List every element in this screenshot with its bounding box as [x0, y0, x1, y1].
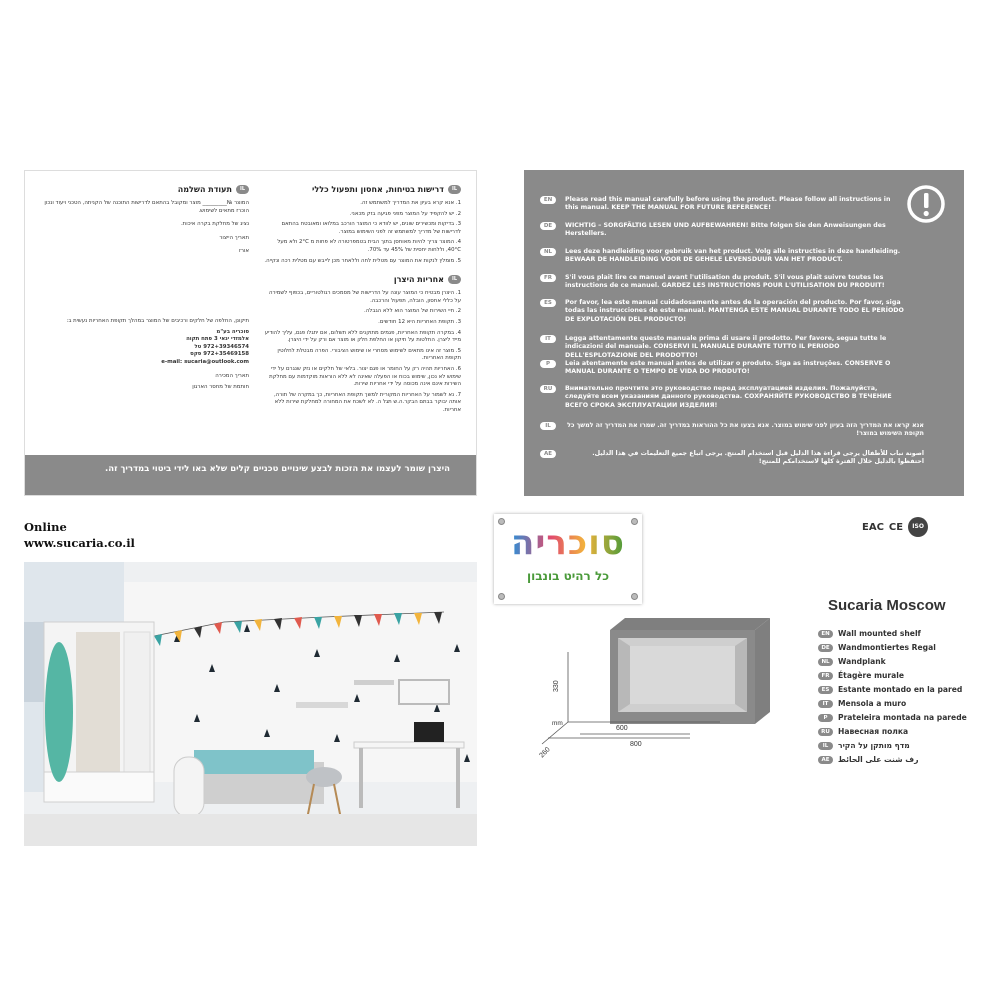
- product-name: Mensola a muro: [838, 699, 907, 708]
- product-name-row-nl: [818, 656, 886, 668]
- language-badge: RU: [540, 385, 556, 393]
- company-fax: 972+35469158 פקס: [190, 351, 249, 358]
- pin-icon: [631, 593, 638, 600]
- product-title: Sucaria Moscow: [828, 597, 946, 614]
- product-name: Estante montado en la pared: [838, 685, 963, 694]
- delivery-heading: [39, 185, 249, 194]
- exclamation-circle-icon: [906, 184, 946, 224]
- warning-text: اصونة نباب للأطفال يرجى قراءة هذا الدليل قبل استخدام المنتج. يرجى اتباع جميع التعليمات في هذا الدليل. احتفظوا بالدليل خلال الفترة كلها لاستخدامكم للمنتج!: [592, 450, 924, 466]
- language-badge: EN: [540, 196, 556, 204]
- multilingual-warning-panel: [524, 170, 964, 496]
- language-badge: IL: [818, 742, 833, 750]
- language-badge: AE: [818, 756, 833, 764]
- warranty-item: 6. האחריות תהיה רק על החומר או פגם יצור. בלאי של חלקים או נזק שנגרם על ידי שימוש לא נכון, שימוש בכוח או הפעלה שאינה לא ללא הוראות מוקדמות עם מחלקת השירות אינם אינה מכוסה על ידי אחריות שירות.: [269, 365, 461, 388]
- warranty-item: 3. תקופת האחריות היא 12 חודשים.: [378, 318, 461, 325]
- delivery-field: תאריך הייצור: [219, 234, 249, 241]
- eac-mark-icon: EAC: [862, 521, 884, 533]
- company-email: e-mail: sucaria@outlook.com: [161, 358, 249, 365]
- iso-mark-icon: ISO: [908, 517, 928, 537]
- brand-logo-card: [494, 514, 642, 604]
- warning-text: Legga attentamente questo manuale prima di usare il prodotto. Per favore, segua tutte le indicazioni del manuale. CONSERVI IL MANUALE DURANTE TUTTO IL PERIODO DELL'ESPLOTAZIONE DEL PRODOTTO!: [565, 335, 887, 359]
- delivery-title: תעודת השלמה: [177, 184, 232, 194]
- safety-item: 4. המוצר צריך להיות מאוחסן בתוך הבית בטמפרטורה לא פחות מ 2°C ולא מעל 40°C, וללחות יחסית של 45% עד 70%.: [277, 239, 461, 253]
- product-name-row-it: [818, 698, 906, 710]
- product-name-row-p: [818, 712, 967, 724]
- language-badge: IT: [540, 335, 556, 343]
- language-badge: ES: [540, 299, 556, 307]
- warning-text: S'il vous plait lire ce manuel avant l'utilisation du produit. S'il vous plait suivre toutes les instructions de ce manuel. GARDEZ LES INSTRUCTIONS POUR L'UTILISATION DU PRODUIT!: [565, 274, 885, 290]
- warranty-heading: [261, 275, 461, 284]
- safety-heading: [261, 185, 461, 194]
- room-photo: [24, 562, 477, 846]
- delivery-field: נציג של מחלקת בקרה איכות.: [180, 221, 249, 228]
- warning-text: אנא קראו את המדריך הזה בעיון לפני שימוש במוצר. אנא בצעו את כל ההוראות במדריך זה. שמרו את המדריך זה למשך כל תקופת השימוש במוצר!: [567, 422, 924, 438]
- warning-text: Leia atentamente este manual antes de utilizar o produto. Siga as instruções. CONSERVE O MANUAL DURANTE O TEMPO DE VIDA DO PRODUTO!: [565, 360, 891, 376]
- manufacturer-footer: היצרן שומר לעצמו את הזכות לבצע שינויים טכניים קלים שלא באו לידי ביטוי במדריך זה.: [25, 455, 476, 495]
- language-badge: ES: [818, 686, 833, 694]
- delivery-column: [39, 185, 249, 395]
- height-label: 330: [553, 680, 560, 692]
- length-label: 800: [630, 741, 642, 748]
- company-phone: 972+39346574 טל: [194, 343, 249, 350]
- warranty-item: 4. במקרה תקופת האחריות, פגמים מתוקנים ללא תשלום, אם יתגלו פגם, עליך להודיע מייד ליצרן. החלטות על תיקון או החלפת חלק או מוצר אם ורק על ידי היצרן.: [264, 329, 461, 344]
- safety-item: 3. בדיקות ומכשירים שונים, יש לוודא כי המוצר הורכב במלואו ומאובטח בהתאם לדרישות של מדריך למשתמש זה לפני השימוש במוצר.: [281, 221, 461, 235]
- pin-icon: [498, 593, 505, 600]
- safety-warranty-panel: [24, 170, 477, 496]
- product-name-row-il: [818, 740, 910, 752]
- company-name: סוכריה בע"מ: [216, 328, 249, 335]
- website-link[interactable]: www.sucaria.co.il: [24, 536, 135, 550]
- warranty-item: 2. חיי השירות של המוצר הוא ללא הגבלה.: [364, 308, 461, 315]
- warranty-item: 5. מוצר זה אינו מתאים לשימוש מסחרי או שימוש הציבורי. הפרה מבטלת לחלוטין תקופת האחריות.: [277, 347, 461, 362]
- warranty-item: 1. היצרן מבטיח כי המוצר עונה על הדרישות של מסמכים רגולטוריים, בכפוף לשמירה על כללי אחסון, הובלה, תפעול והרכבה.: [268, 290, 461, 304]
- safety-item: 1. אנא קרא בעיון את המדריך למשתמש זה.: [360, 200, 461, 206]
- delivery-field: אורז: [239, 248, 249, 255]
- warranty-item: 7. נא לשמור על האחריות המקורית למשך תקופת האחריות, כך במקרה של תורה, אותה יבוקר בבתם הבקר.ה.ש תגל ה. לא לשכח את המחורה למחלקת שירות ללא אחריות.: [273, 391, 461, 413]
- safety-item: 2. יש להקפיד על המוצר מפני פגיעה בזק מכאני.: [349, 210, 461, 217]
- language-badge: IL: [448, 275, 461, 284]
- width-label: 600: [616, 725, 628, 732]
- warning-text: Por favor, lea este manual cuidadosamente antes de la operación del producto. Por favor, siga todas las instrucciones de este manual. MANTENGA ESTE MANUAL DURANTE TODO EL PERÍODO DE EXPLOTACIÓN DEL PRODUCTO!: [565, 299, 904, 323]
- language-badge: DE: [540, 222, 556, 230]
- product-name: Wandplank: [838, 657, 886, 666]
- depth-label: 260: [538, 746, 552, 760]
- warning-text: WICHTIG – SORGFÄLTIG LESEN UND AUFBEWAHREN! Bitte folgen Sie den Anweisungen des Herstellers.: [565, 222, 886, 238]
- product-name: Étagère murale: [838, 671, 905, 680]
- warranty-title: אחריות היצרן: [393, 274, 444, 284]
- delivery-field: המוצר №_________ מוצר ומקובל בהתאם לדרישות התוכנה של הקניתה, הטכני ויעוד ונכון הוכרז מתאים לשימוש.: [44, 200, 249, 214]
- product-name-row-ae: [818, 754, 918, 766]
- service-note: תיקונן, החלפה של חלקים ורכיבים של המוצר במהלך תקופת האחריות נעשית ב:: [66, 317, 249, 324]
- warning-text: Внимательно прочтите это руководство перед эксплуатацией изделия. Пожалуйста, следуйте всем указаниям данного руководства. СОХРАНЯЙТЕ РУКОВОДСТВО В ТЕЧЕНИЕ ВСЕГО СРОКА ЭКСПЛУАТАЦИИ ИЗДЕЛИЯ!: [565, 385, 892, 409]
- ce-mark-icon: CE: [888, 521, 904, 533]
- company-address: אלמזדי יגאי 3 פתח תקוה: [186, 336, 249, 343]
- product-name: رف شنت على الحائط: [838, 755, 919, 764]
- sale-date: תאריך המכירה: [215, 372, 249, 379]
- safety-title: דרישות בטיחות, אחסון ותפעול כללי: [312, 184, 444, 194]
- language-badge: IL: [448, 185, 461, 194]
- product-name-row-fr: [818, 670, 904, 682]
- language-badge: RU: [818, 728, 833, 736]
- language-badge: IL: [540, 422, 556, 430]
- online-block: [24, 519, 135, 551]
- language-badge: EN: [818, 630, 833, 638]
- product-name: מדף מותקן על הקיר: [838, 741, 910, 750]
- language-badge: FR: [540, 274, 556, 282]
- product-name-row-de: [818, 642, 936, 654]
- language-badge: IL: [236, 185, 249, 194]
- product-name-row-ru: [818, 726, 908, 738]
- certification-marks: [862, 517, 928, 537]
- warning-text: Please read this manual carefully before using the product. Please follow all instructions in this manual. KEEP THE MANUAL FOR FUTURE REFERENCE!: [565, 196, 891, 212]
- brand-name: סוכריה: [511, 523, 625, 563]
- language-badge: AE: [540, 450, 556, 458]
- language-badge: NL: [540, 248, 556, 256]
- shelf-dimension-diagram: [520, 612, 780, 772]
- warning-text: Lees deze handleiding voor gebruik van het product. Volg alle instructies in deze handleiding. BEWAAR DE HANDLEIDING VOOR DE GEHELE LEVENSDUUR VAN HET PRODUCT.: [565, 248, 901, 264]
- brand-slogan: כל רהיט בונבון: [527, 569, 609, 583]
- online-label: Online: [24, 520, 67, 534]
- language-badge: NL: [818, 658, 833, 666]
- language-badge: FR: [818, 672, 833, 680]
- product-name: Prateleira montada na parede: [838, 713, 967, 722]
- seller-stamp: חותמת של מחסר הארגון: [192, 384, 249, 391]
- language-badge: IT: [818, 700, 833, 708]
- product-name-row-es: [818, 684, 962, 696]
- product-name: Wandmontiertes Regal: [838, 643, 936, 652]
- language-badge: P: [818, 714, 833, 722]
- unit-label: mm: [552, 720, 563, 727]
- safety-column: [261, 185, 461, 417]
- product-name: Навесная полка: [838, 727, 909, 736]
- product-name-row-en: [818, 628, 921, 640]
- safety-item: 5. מומלץ לנקות את המוצר עם מטלית לחה וללאחר מכן לייבש עם מטלית רכה ונקייה.: [264, 257, 461, 264]
- language-badge: P: [540, 360, 556, 368]
- product-name: Wall mounted shelf: [838, 629, 921, 638]
- language-badge: DE: [818, 644, 833, 652]
